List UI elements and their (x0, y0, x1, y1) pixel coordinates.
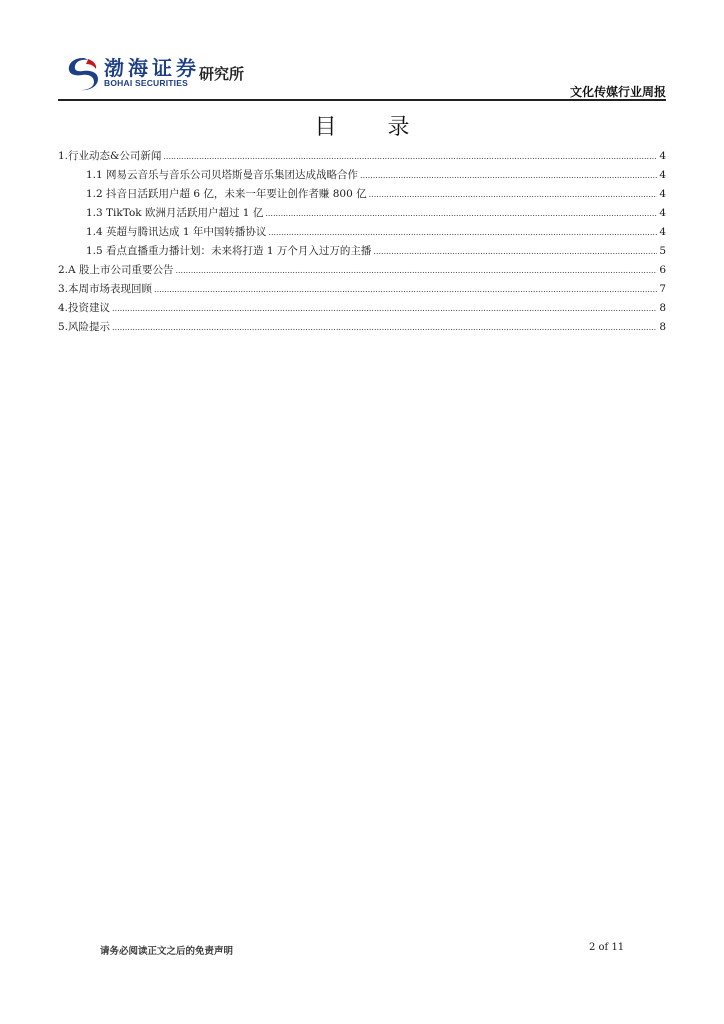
toc-entry-page: 8 (659, 302, 666, 314)
toc-entry-text: 1.3 TikTok 欧洲月活跃用户超过 1 亿 (86, 207, 264, 219)
toc-entry[interactable] (58, 280, 666, 299)
toc-entry[interactable] (58, 185, 666, 204)
toc-entry-page: 6 (659, 264, 666, 276)
table-of-contents (58, 147, 666, 337)
toc-entry-page: 4 (659, 188, 666, 200)
toc-entry-text: 2.A 股上市公司重要公告 (58, 264, 174, 276)
institute-label: 研究所 (199, 65, 245, 83)
toc-leader-dots (163, 147, 657, 166)
toc-entry[interactable] (58, 147, 666, 166)
toc-entry-page: 4 (659, 226, 666, 238)
toc-entry-text: 1.5 看点直播重力播计划：未来将打造 1 万个月入过万的主播 (86, 245, 372, 257)
toc-entry-page: 4 (659, 150, 666, 162)
toc-entry[interactable] (58, 223, 666, 242)
toc-entry-page: 4 (659, 169, 666, 181)
toc-entry-text: 3.本周市场表现回顾 (58, 283, 153, 295)
toc-leader-dots (369, 185, 658, 204)
toc-leader-dots (112, 318, 657, 337)
toc-entry-text: 5.风险提示 (58, 321, 111, 333)
report-type-label: 文化传媒行业周报 (569, 85, 666, 99)
header-divider (58, 99, 666, 101)
toc-entry-text: 1.4 英超与腾讯达成 1 年中国转播协议 (86, 226, 267, 238)
toc-leader-dots (268, 223, 657, 242)
toc-leader-dots (112, 299, 657, 318)
toc-entry[interactable] (58, 318, 666, 337)
toc-leader-dots (154, 280, 657, 299)
toc-entry[interactable] (58, 242, 666, 261)
toc-leader-dots (175, 261, 657, 280)
toc-entry[interactable] (58, 261, 666, 280)
toc-entry-text: 1.行业动态&公司新闻 (58, 150, 162, 162)
toc-entry-page: 8 (659, 321, 666, 333)
toc-entry[interactable] (58, 166, 666, 185)
page-header (0, 0, 724, 105)
toc-entry-text: 1.2 抖音日活跃用户超 6 亿，未来一年要让创作者赚 800 亿 (86, 188, 367, 200)
toc-entry[interactable] (58, 204, 666, 223)
toc-entry-text: 1.1 网易云音乐与音乐公司贝塔斯曼音乐集团达成战略合作 (86, 169, 359, 181)
footer-disclaimer: 请务必阅读正文之后的免责声明 (100, 946, 234, 957)
toc-entry-page: 4 (659, 207, 666, 219)
toc-title: 目 录 (314, 115, 432, 140)
toc-leader-dots (360, 166, 657, 185)
footer-page-number: 2 of 11 (589, 942, 625, 953)
toc-entry-page: 5 (659, 245, 666, 257)
toc-entry-page: 7 (659, 283, 666, 295)
logo-english-name: BOHAI SECURITIES (104, 78, 188, 88)
toc-leader-dots (373, 242, 657, 261)
logo-chinese-name: 渤海证券 (104, 56, 200, 80)
toc-entry[interactable] (58, 299, 666, 318)
toc-leader-dots (265, 204, 657, 223)
bohai-logo-icon (66, 56, 100, 92)
toc-entry-text: 4.投资建议 (58, 302, 111, 314)
